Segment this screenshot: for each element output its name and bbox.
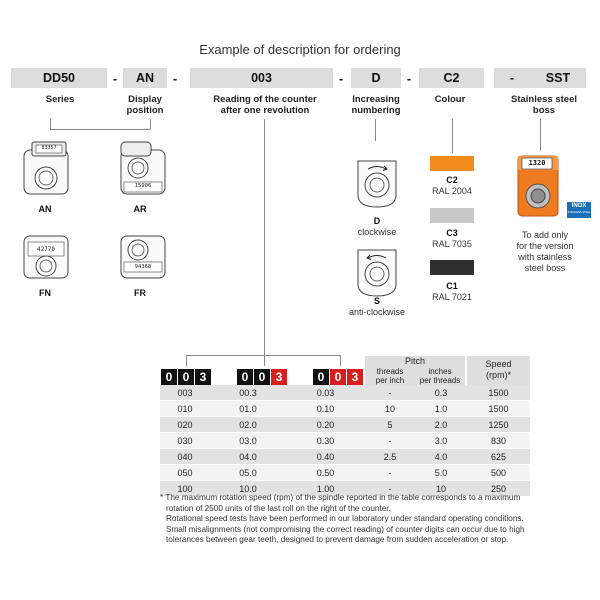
code-boss-segment [494, 68, 586, 88]
table-cell: 030 [160, 433, 210, 449]
label-display-line2: position [126, 105, 164, 116]
label-boss-line2: boss [532, 105, 556, 116]
table-cell: 250 [467, 481, 530, 497]
table-row [160, 433, 530, 449]
threads-header-line2: per inch [375, 376, 405, 385]
code-boss: SST [545, 71, 571, 85]
connector-line [150, 119, 151, 129]
label-reading-line1: Reading of the counter [213, 94, 317, 105]
stainless-counter-readout: 1320 [528, 159, 546, 167]
position-code-ar: AR [133, 204, 147, 214]
digit: 0 [313, 369, 329, 385]
digit: 0 [161, 369, 177, 385]
position-code-fn: FN [39, 288, 51, 298]
connector-line [540, 119, 541, 151]
colour-ral-c1: RAL 7021 [432, 292, 472, 302]
counter-fn-drawing [24, 236, 68, 278]
clockwise-drawing [358, 161, 396, 207]
threads-header-line1: threads [376, 367, 404, 376]
label-reading-line2: after one revolution [220, 105, 310, 116]
table-cell: 2.5 [365, 449, 415, 465]
table-cell: 830 [467, 433, 530, 449]
reading-table [160, 385, 530, 497]
table-cell: 10 [415, 481, 467, 497]
table-cell: 02.0 [210, 417, 286, 433]
table-cell: 0.03 [286, 385, 365, 401]
table-cell: 00.3 [210, 385, 286, 401]
colour-code-c2: C2 [446, 175, 458, 185]
code-numbering: D [351, 68, 401, 88]
table-cell: 10.0 [210, 481, 286, 497]
digit-example-2 [237, 369, 288, 385]
position-code-fr: FR [134, 288, 146, 298]
table-row [160, 465, 530, 481]
code-dash: - [406, 70, 412, 86]
table-cell: 04.0 [210, 449, 286, 465]
table-cell: 1500 [467, 385, 530, 401]
footnote-line: Rotational speed tests have been performed in our laboratory under standard operating conditions. [166, 514, 524, 524]
table-row [160, 449, 530, 465]
speed-header-line1: Speed [485, 359, 512, 369]
digit: 0 [178, 369, 194, 385]
speed-header [467, 356, 530, 385]
label-colour: Colour [434, 94, 466, 105]
footnote-line: rotation of 2500 units of the last roll on the right of the counter. [166, 503, 391, 513]
colour-ral-c3: RAL 7035 [432, 239, 472, 249]
threads-header [365, 367, 415, 385]
digit: 3 [271, 369, 287, 385]
connector-line [50, 129, 150, 130]
inches-header-line1: inches [428, 367, 452, 376]
code-series: DD50 [11, 68, 107, 88]
table-cell: 03.0 [210, 433, 286, 449]
table-cell: 1250 [467, 417, 530, 433]
counter-readout: 15906 [134, 183, 152, 189]
table-row [160, 417, 530, 433]
code-dash: - [338, 70, 344, 86]
table-cell: 1500 [467, 401, 530, 417]
label-series: Series [45, 94, 75, 105]
counter-fr-drawing [121, 236, 165, 278]
table-cell: - [365, 465, 415, 481]
footnote-line: tolerances between gear teeth, designed to prevent damage from sudden acceleration or stop. [166, 535, 509, 545]
boss-note [500, 230, 590, 274]
boss-note-line4: steel boss [524, 263, 566, 273]
page-title: Example of description for ordering [199, 42, 401, 57]
table-cell: 01.0 [210, 401, 286, 417]
label-boss-line1: Stainless steel [510, 94, 577, 105]
table-cell: 0.3 [415, 385, 467, 401]
display-position-drawings [18, 138, 178, 308]
inox-badge-subtext: STAINLESS STEEL [567, 211, 591, 214]
pitch-header [365, 356, 465, 385]
colour-swatch-c2 [430, 156, 474, 171]
label-reading [195, 94, 335, 116]
digit: 0 [330, 369, 346, 385]
speed-header-line2: (rpm)* [486, 370, 511, 380]
connector-line [186, 355, 340, 356]
counter-readout: 94368 [134, 264, 152, 270]
table-cell: 10 [365, 401, 415, 417]
label-display [112, 94, 178, 116]
code-dash: - [112, 70, 118, 86]
code-colour: C2 [419, 68, 484, 88]
table-cell: 3.0 [415, 433, 467, 449]
code-dash: - [509, 71, 515, 85]
digit: 3 [195, 369, 211, 385]
inox-badge-text: INOX [571, 203, 587, 209]
table-cell: 2.0 [415, 417, 467, 433]
connector-line [50, 119, 51, 129]
table-cell: 4.0 [415, 449, 467, 465]
boss-note-line1: To add only [521, 230, 569, 240]
table-cell: 020 [160, 417, 210, 433]
label-numbering-line2: numbering [351, 105, 401, 116]
colour-swatch-c3 [430, 208, 474, 223]
table-cell: 100 [160, 481, 210, 497]
connector-line [452, 119, 453, 153]
table-cell: 1.0 [415, 401, 467, 417]
digit-example-1 [161, 369, 212, 385]
footnote-line: * The maximum rotation speed (rpm) of the spindle reported in the table corresponds to a maximum [160, 493, 521, 502]
table-cell: 1.00 [286, 481, 365, 497]
table-cell: 0.40 [286, 449, 365, 465]
table-cell: 05.0 [210, 465, 286, 481]
inches-header-line2: per threads [419, 376, 461, 385]
digit: 3 [347, 369, 363, 385]
code-dash: - [172, 70, 178, 86]
counter-readout: 42770 [36, 246, 56, 253]
table-cell: 0.10 [286, 401, 365, 417]
connector-line [264, 119, 265, 366]
connector-line [340, 355, 341, 366]
pitch-title: Pitch [404, 356, 425, 366]
table-cell: 050 [160, 465, 210, 481]
position-code-an: AN [38, 204, 52, 214]
boss-note-line3: with stainless [518, 252, 572, 262]
inches-header [415, 367, 465, 385]
table-cell: 500 [467, 465, 530, 481]
table-cell: - [365, 433, 415, 449]
table-cell: 625 [467, 449, 530, 465]
table-cell: 010 [160, 401, 210, 417]
boss-note-line2: for the version [516, 241, 574, 251]
anticlockwise-drawing [354, 244, 400, 300]
table-cell: 5.0 [415, 465, 467, 481]
digit-example-3 [313, 369, 364, 385]
table-cell: 0.50 [286, 465, 365, 481]
connector-line [375, 119, 376, 141]
counter-readout: 83357 [41, 145, 57, 151]
colour-code-c1: C1 [446, 281, 458, 291]
table-cell: 0.20 [286, 417, 365, 433]
numbering-desc-s: anti-clockwise [348, 307, 406, 317]
label-numbering [346, 94, 406, 116]
numbering-desc-d: clockwise [357, 227, 397, 237]
label-numbering-line1: Increasing [352, 94, 400, 105]
table-cell: - [365, 481, 415, 497]
table-cell: 5 [365, 417, 415, 433]
code-reading: 003 [190, 68, 333, 88]
colour-ral-c2: RAL 2004 [432, 186, 472, 196]
numbering-drawings [354, 155, 400, 255]
colour-code-c3: C3 [446, 228, 458, 238]
digit: 0 [254, 369, 270, 385]
label-boss [500, 94, 588, 116]
numbering-code-s: S [373, 296, 380, 306]
table-cell: - [365, 385, 415, 401]
footnote-line: Small misalignments (not compromising the correct reading) of counter digits can occur due to high [166, 524, 525, 534]
table-cell: 040 [160, 449, 210, 465]
connector-line [186, 355, 187, 366]
table-cell: 0.30 [286, 433, 365, 449]
footnote [160, 493, 540, 546]
table-cell: 003 [160, 385, 210, 401]
inox-badge [567, 202, 591, 218]
code-display: AN [123, 68, 167, 88]
numbering-code-d: D [373, 216, 381, 226]
label-display-line1: Display [128, 94, 162, 105]
digit: 0 [237, 369, 253, 385]
table-row [160, 401, 530, 417]
table-row [160, 385, 530, 401]
colour-swatch-c1 [430, 260, 474, 275]
